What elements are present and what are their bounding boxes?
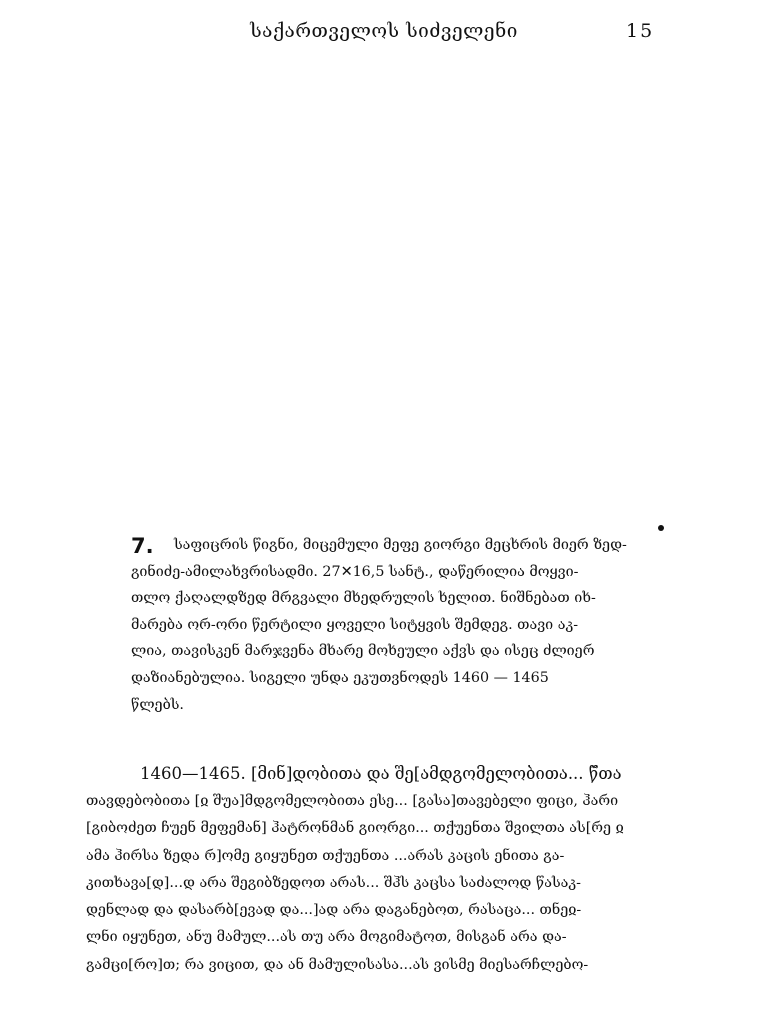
entry-line: გინიძე-ამილახვრისადმი. 27✕16,5 სანტ., დაწერილია მოყვი- bbox=[131, 563, 579, 580]
text-line: თავდებობითა [ჲ შუა]მდგომელობითა ესე... [გასა]თავებელი ფიცი, ჰარი bbox=[86, 793, 619, 809]
catalog-entry bbox=[131, 532, 683, 718]
entry-number: 7. bbox=[131, 534, 154, 558]
ink-dot-mark bbox=[658, 525, 664, 531]
entry-line: საფიცრის წიგნი, მიცემული მეფე გიორგი მეცხრის მიერ ზედ- bbox=[174, 537, 627, 553]
text-line: 1460—1465. [მინ]დობითა და შე[ამდგომელობითა... წ̃თა bbox=[140, 764, 622, 783]
entry-description bbox=[131, 532, 683, 718]
text-line: ამა ჰირსა ზედა რ]ომე გიყუნეთ თქუენთა ...არას კაცის ენითა გა- bbox=[86, 847, 565, 864]
entry-line: თლო ქაღალდზედ მრგვალი მხედრულის ხელით. ნიშნებათ იხ- bbox=[131, 590, 596, 607]
page-number: 15 bbox=[626, 20, 655, 42]
entry-line: წლებს. bbox=[131, 696, 184, 713]
entry-line: დაზიანებულია. სიგელი უნდა ეკუთვნოდეს 1460 — 1465 bbox=[131, 669, 549, 686]
text-line: ლნი იყუნეთ, ანუ მამულ...ას თუ არა მოგიმატოთ, მისგან არა და- bbox=[86, 929, 567, 946]
text-line: დენლად და დასარბ[ევად და...]ად არა დაგანებოთ, რასაცა... თნეჲ- bbox=[86, 902, 582, 919]
text-line: კითხავა[დ]...დ არა შეგიბზედოთ არას... შჰს კაცსა საძალოდ წასაკ- bbox=[86, 874, 581, 891]
entry-line: ლია, თავისკენ მარჯვენა მხარე მოხეული აქვს და ისეც ძლიერ bbox=[131, 643, 595, 660]
document-text bbox=[86, 760, 686, 979]
text-line: გამცი[რო]თ; რა ვიცით, და ან მამულისასა...ას ვისმე მიესარჩლებო- bbox=[86, 956, 589, 973]
text-line: [გიბოძეთ ჩუენ მეფემან] ჰატრონმან გიორგი... თქუენთა შვილთა ას[რე ჲ bbox=[86, 820, 624, 837]
running-header-title: საქართველოს სიძველენი bbox=[250, 20, 518, 42]
entry-line: მარება ორ-ორი წერტილი ყოველი სიტყვის შემდეგ. თავი აკ- bbox=[131, 616, 579, 633]
